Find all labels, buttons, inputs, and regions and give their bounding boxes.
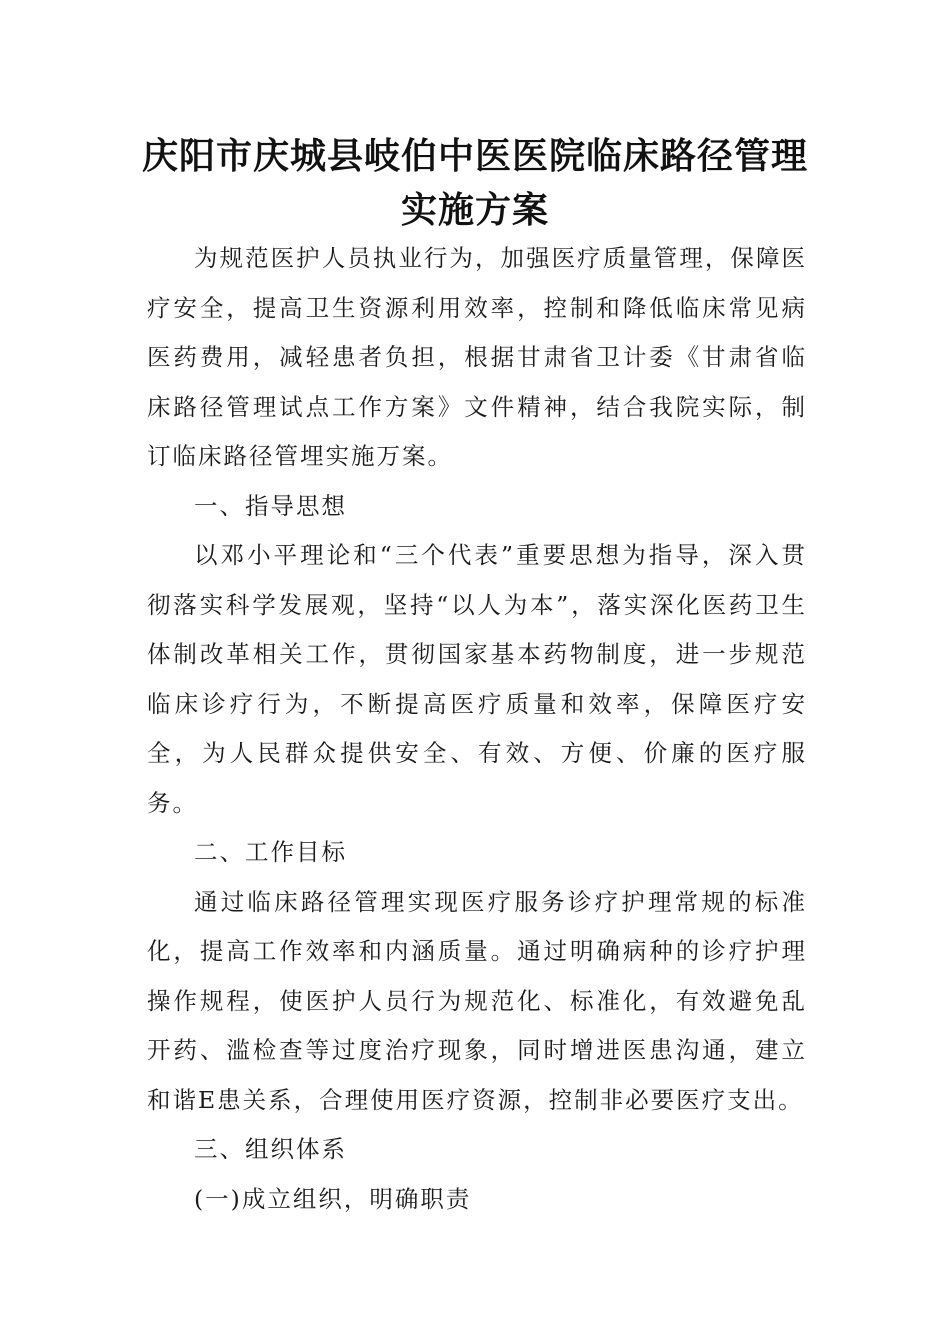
- document-title-line-2: 实施方案: [400, 189, 549, 231]
- guiding-ideology-paragraph: 以邓小平理论和“三个代表”重要思想为指导，深入贯彻落实科学发展观，坚持“以人为本”，落实深化医药卫生体制改革相关工作，贯彻国家基本药物制度，进一步规范临床诊疗行为，不断提高医疗质量和效率，保障医疗安全，为人民群众提供安全、有效、方便、价廉的医疗服务。: [147, 541, 807, 817]
- document-body: [147, 234, 807, 1224]
- section-heading-guiding-ideology: 一、指导思想: [194, 491, 347, 520]
- subsection-heading-establish-organization: (一)成立组织，明确职责: [194, 1184, 472, 1213]
- section-heading-work-goals: 二、工作目标: [194, 838, 347, 866]
- work-goals-paragraph: 通过临床路径管理实现医疗服务诊疗护理常规的标准化，提高工作效率和内涵质量。通过明确病种的诊疗护理操作规程，使医护人员行为规范化、标准化，有效避免乱开药、滥检查等过度治疗现象，同时增进医患沟通，建立和谐E患关系，合理使用医疗资源，控制非必要医疗支出。: [147, 887, 807, 1114]
- document-title-line-1: 庆阳市庆城县岐伯中医医院临床路径管理: [141, 135, 808, 177]
- intro-paragraph: 为规范医护人员执业行为，加强医疗质量管理，保障医疗安全，提高卫生资源利用效率，控制和降低临床常见病医药费用，减轻患者负担，根据甘肃省卫计委《甘肃省临床路径管理试点工作方案》文件精神，结合我院实际，制订临床路径管埋实施万案。: [147, 244, 807, 470]
- section-heading-organization: 三、组织体系: [194, 1135, 347, 1163]
